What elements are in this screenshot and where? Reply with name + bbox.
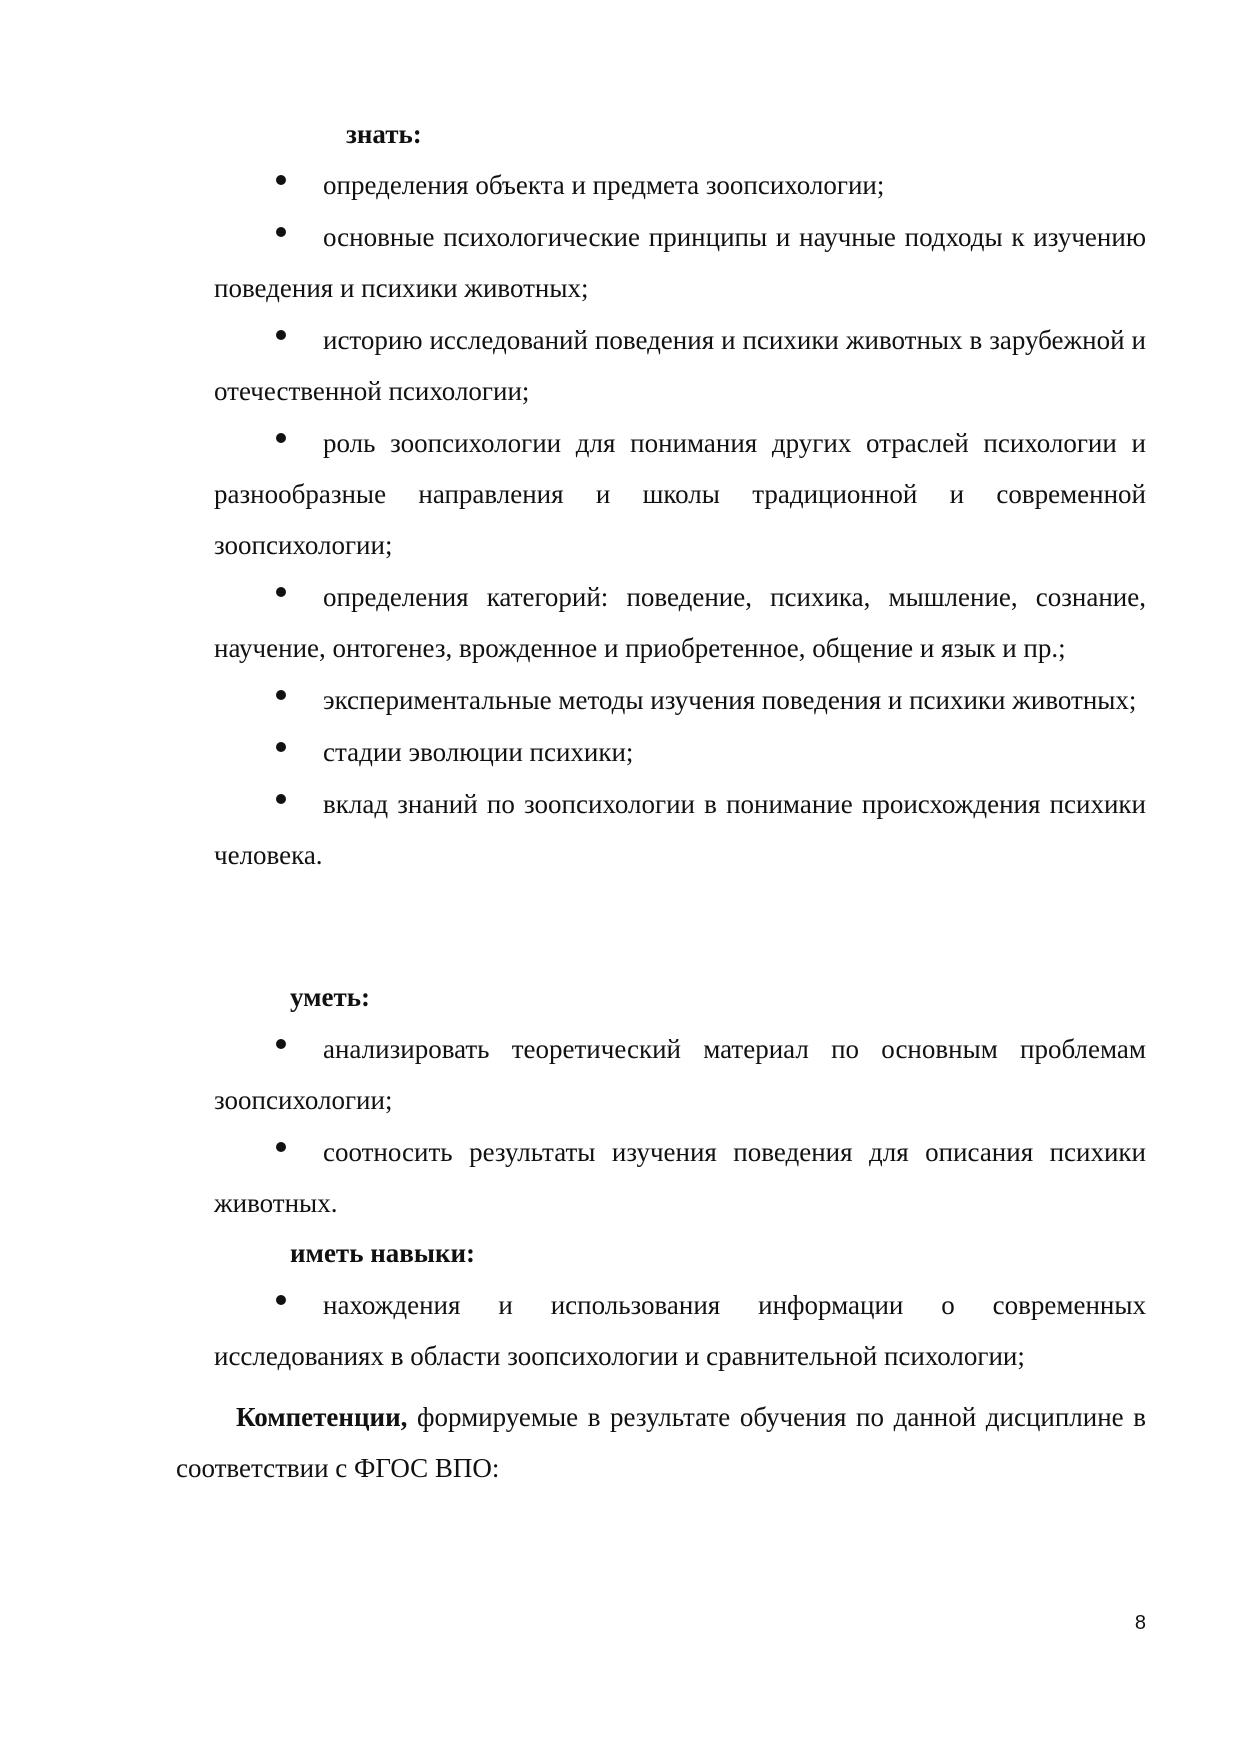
bullet-icon bbox=[276, 433, 286, 443]
list-item-text: экспериментальные методы изучения поведения и психики животных; bbox=[323, 685, 1137, 715]
heading-skills: иметь навыки: bbox=[290, 1238, 476, 1268]
list-item bbox=[214, 418, 1146, 571]
list-item-text: соотносить результаты изучения поведения для описания психики животных. bbox=[214, 1137, 1146, 1218]
heading-know: знать: bbox=[346, 119, 422, 149]
list-item-text: роль зоопсихологии для понимания других отраслей психологии и разнообразные направления и школы традиционной и современной зоопсихологии; bbox=[214, 428, 1146, 560]
bullet-icon bbox=[276, 1142, 286, 1152]
list-item bbox=[214, 1024, 1146, 1126]
page-number: 8 bbox=[1134, 1612, 1146, 1634]
competences-lead: Компетенции, bbox=[236, 1402, 408, 1432]
bullet-icon bbox=[276, 742, 286, 752]
competences-paragraph bbox=[176, 1392, 1146, 1494]
list-item bbox=[214, 212, 1146, 314]
list-item bbox=[214, 1280, 1146, 1382]
list-item bbox=[214, 779, 1146, 881]
competences-text: формируемые в результате обучения по данной дисциплине в соответствии с ФГОС ВПО: bbox=[176, 1402, 1146, 1483]
bullet-icon bbox=[276, 1039, 286, 1049]
list-item bbox=[214, 572, 1146, 674]
can-list bbox=[214, 1024, 1146, 1230]
list-item bbox=[214, 675, 1146, 726]
bullet-icon bbox=[276, 227, 286, 237]
heading-can: уметь: bbox=[290, 982, 371, 1012]
skills-list bbox=[214, 1280, 1146, 1383]
list-item-text: анализировать теоретический материал по основным проблемам зоопсихологии; bbox=[214, 1034, 1146, 1115]
bullet-icon bbox=[276, 175, 286, 185]
bullet-icon bbox=[276, 794, 286, 804]
list-item bbox=[214, 160, 1146, 211]
know-list bbox=[214, 160, 1146, 882]
bullet-icon bbox=[276, 690, 286, 700]
list-item-text: основные психологические принципы и научные подходы к изучению поведения и психики животных; bbox=[214, 222, 1146, 303]
bullet-icon bbox=[276, 587, 286, 597]
list-item-text: вклад знаний по зоопсихологии в понимание происхождения психики человека. bbox=[214, 789, 1146, 870]
list-item bbox=[214, 1127, 1146, 1229]
list-item bbox=[214, 727, 1146, 778]
bullet-icon bbox=[276, 330, 286, 340]
list-item-text: определения категорий: поведение, психика, мышление, сознание, научение, онтогенез, врожденное и приобретенное, общение и язык и пр.; bbox=[214, 582, 1146, 663]
list-item-text: нахождения и использования информации о современных исследованиях в области зоопсихологии и сравнительной психологии; bbox=[214, 1290, 1146, 1371]
list-item bbox=[214, 315, 1146, 417]
list-item-text: историю исследований поведения и психики животных в зарубежной и отечественной психологии; bbox=[214, 325, 1146, 406]
list-item-text: стадии эволюции психики; bbox=[323, 737, 634, 767]
list-item-text: определения объекта и предмета зоопсихологии; bbox=[323, 170, 885, 200]
bullet-icon bbox=[276, 1295, 286, 1305]
